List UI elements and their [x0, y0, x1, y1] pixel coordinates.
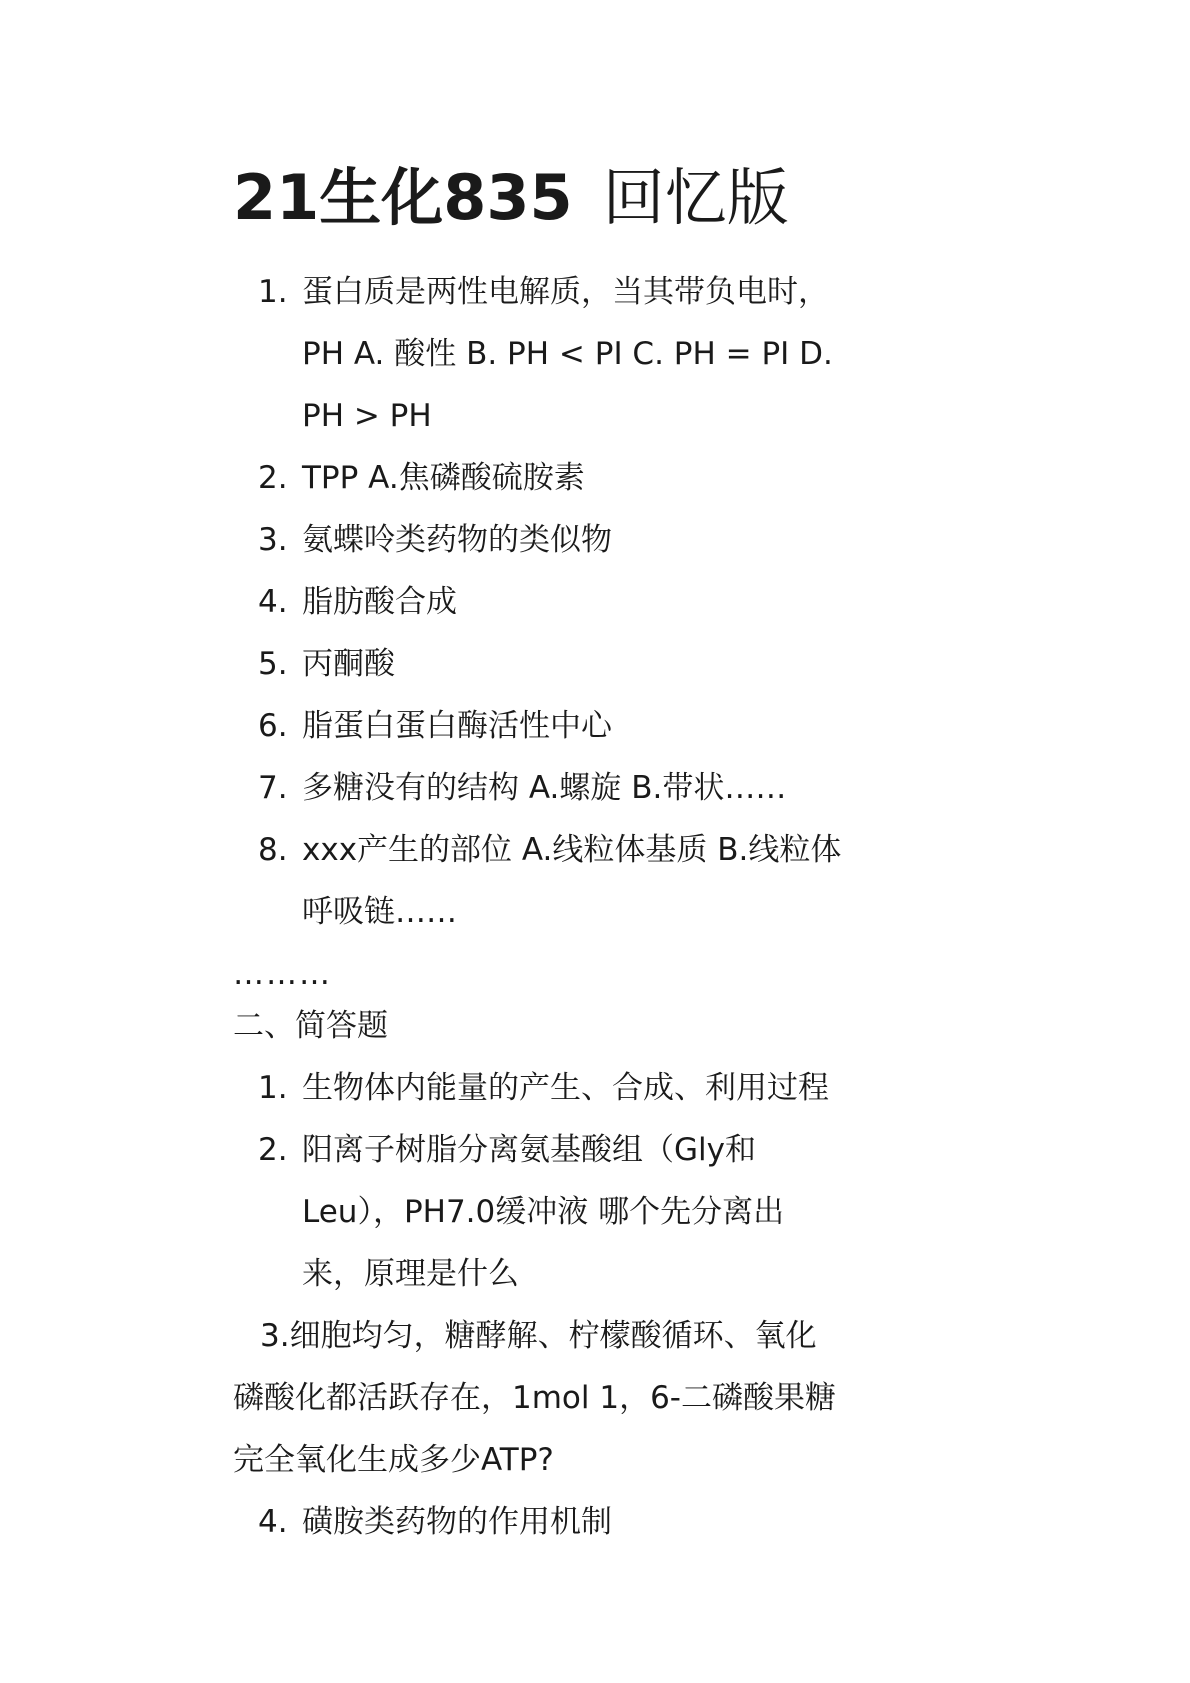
title-suffix: 回忆版	[602, 161, 789, 234]
item-number: 2.	[258, 460, 288, 496]
question-number: 2.	[258, 1132, 288, 1168]
item-number: 8.	[258, 832, 288, 868]
question-text: 阳离子树脂分离氨基酸组（Gly和	[302, 1132, 756, 1168]
question-text: 磺胺类药物的作用机制	[302, 1504, 612, 1540]
question-3-text: 3.细胞均匀，糖酵解、柠檬酸循环、氧化	[260, 1318, 817, 1354]
question-text: 来，原理是什么	[302, 1256, 519, 1292]
item-text: 脂肪酸合成	[302, 584, 457, 620]
item-text: 丙酮酸	[302, 646, 395, 682]
question-text: 生物体内能量的产生、合成、利用过程	[302, 1070, 829, 1106]
item-number: 3.	[258, 522, 288, 558]
section-1-ellipsis: ………	[233, 956, 332, 992]
question-text: Leu），PH7.0缓冲液 哪个先分离出	[302, 1194, 785, 1230]
question-number: 1.	[258, 1070, 288, 1106]
item-text: 呼吸链……	[302, 894, 457, 930]
item-number: 7.	[258, 770, 288, 806]
question-3-text: 完全氧化生成多少ATP?	[233, 1442, 554, 1478]
item-number: 1.	[258, 274, 288, 310]
item-number: 4.	[258, 584, 288, 620]
item-text: 蛋白质是两性电解质，当其带负电时，	[302, 274, 829, 310]
item-text: 脂蛋白蛋白酶活性中心	[302, 708, 612, 744]
title-main: 21生化835	[233, 161, 573, 234]
section-2-heading: 二、简答题	[233, 1008, 388, 1044]
question-3-text: 磷酸化都活跃存在，1mol 1，6-二磷酸果糖	[233, 1380, 836, 1416]
item-text: 氨蝶呤类药物的类似物	[302, 522, 612, 558]
item-text: xxx产生的部位 A.线粒体基质 B.线粒体	[302, 832, 842, 868]
item-number: 5.	[258, 646, 288, 682]
item-text: PH A. 酸性 B. PH < PI C. PH = PI D.	[302, 336, 833, 372]
item-text: TPP A.焦磷酸硫胺素	[302, 460, 585, 496]
item-text: PH > PH	[302, 398, 432, 434]
item-text: 多糖没有的结构 A.螺旋 B.带状……	[302, 770, 787, 806]
page-title	[233, 160, 789, 236]
item-number: 6.	[258, 708, 288, 744]
question-number: 4.	[258, 1504, 288, 1540]
